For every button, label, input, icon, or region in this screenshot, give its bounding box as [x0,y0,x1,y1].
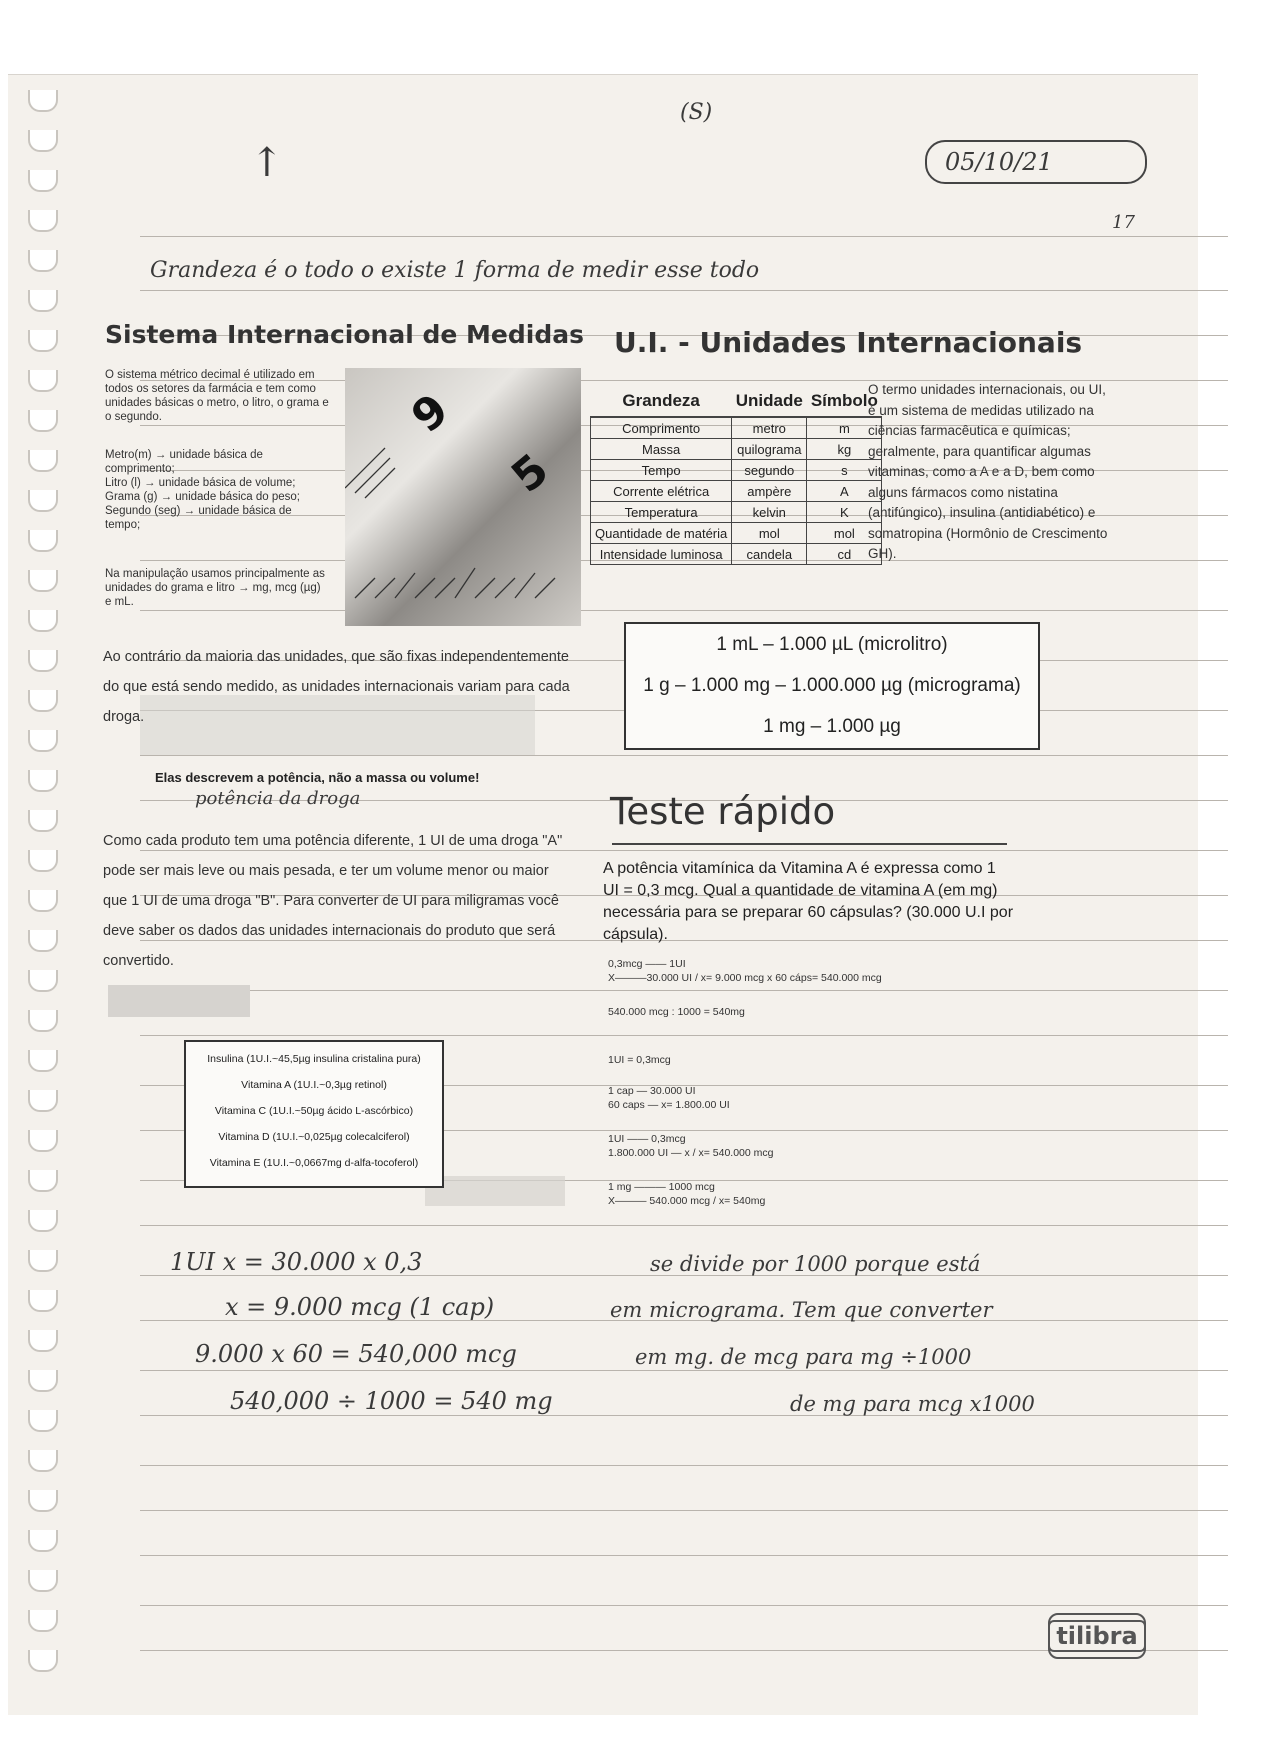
table-row [591,481,882,502]
solution-line: X——— 540.000 mcg / x= 540mg [608,1195,766,1207]
spiral-binding [28,90,58,1710]
title-note: Grandeza é o todo o existe 1 forma de medir esse todo [150,258,760,283]
vitamin-line: Vitamina E (1U.I.~0,0667mg d-alfa-tocoferol) [209,1157,419,1169]
ruler-photo [345,368,581,626]
explain-line: em micrograma. Tem que converter [610,1298,993,1322]
ring [28,330,58,352]
solution-line: 1UI —— 0,3mcg [608,1133,686,1145]
ruled-line [140,1605,1228,1606]
cell: s [807,460,882,481]
left-heading: Sistema Internacional de Medidas [105,320,584,349]
cell: A [807,481,882,502]
ring [28,1250,58,1272]
explain-line: de mg para mcg x1000 [790,1392,1035,1416]
ring [28,1450,58,1472]
ring [28,1290,58,1312]
brand-name: tilibra [1048,1620,1145,1652]
paragraph-variation: Ao contrário da maioria das unidades, que são fixas independentemente do que está sendo medido, as unidades internacionais variam para cada droga. [103,649,570,725]
conversion-line: 1 g – 1.000 mg – 1.000.000 µg (micrograma) [643,675,1021,696]
table-row [591,439,882,460]
ruled-line [140,990,1228,991]
vitamin-line: Insulina (1U.I.~45,5µg insulina cristalina pura) [207,1053,421,1065]
cell: kg [807,439,882,460]
ring [28,530,58,552]
solution-line: 0,3mcg —— 1UI [608,958,686,970]
ring [28,1010,58,1032]
date: 05/10/21 [945,148,1053,176]
cell: K [807,502,882,523]
ring [28,570,58,592]
def-metro: Metro(m) → unidade básica de comprimento; [105,449,263,475]
ring [28,890,58,912]
cell: Intensidade luminosa [591,544,732,565]
conversion-box [624,622,1040,750]
ruled-line [140,236,1228,237]
paragraph-potency: Como cada produto tem uma potência diferente, 1 UI de uma droga "A" pode ser mais leve ou mais pesada, e ter um volume menor ou maior que 1 UI de uma droga "B". Para converter de UI para miligramas você deve saber os dados das unidades internacionais do produto que será convertido. [103,833,563,969]
cell: metro [732,417,807,439]
solution-line: 60 caps — x= 1.800.00 UI [608,1099,730,1111]
calc-line: 1UI x = 30.000 x 0,3 [170,1248,423,1276]
potency-note: potência da droga [195,788,361,809]
ring [28,1090,58,1112]
ruled-line [140,1035,1228,1036]
ring [28,90,58,112]
solution-line: 540.000 mcg : 1000 = 540mg [608,1006,745,1018]
ruler-number-5: 5 [502,444,559,503]
solution-line: 1.800.000 UI — x / x= 540.000 mcg [608,1147,774,1159]
ruled-line [140,1415,1228,1416]
cell: Comprimento [591,417,732,439]
solution-line: 1UI = 0,3mcg [608,1054,671,1066]
ring [28,1610,58,1632]
ruled-line [140,610,1228,611]
ring [28,730,58,752]
cell: ampère [732,481,807,502]
solution-line: 1 cap — 30.000 UI [608,1085,696,1097]
ring [28,850,58,872]
cell: Quantidade de matéria [591,523,732,544]
ruler-ticks [345,368,581,626]
ring [28,1370,58,1392]
cell: Corrente elétrica [591,481,732,502]
ring [28,210,58,232]
def-segundo: Segundo (seg) → unidade básica de tempo; [105,505,292,531]
practice-text: Na manipulação usamos principalmente as unidades do grama e litro → mg, mcg (µg) e mL. [105,568,325,608]
ruled-line [140,755,1228,756]
unit-definitions [105,448,315,532]
ruled-line [140,1555,1228,1556]
ruled-line [140,1510,1228,1511]
table-row [591,460,882,481]
cell: candela [732,544,807,565]
table-row [591,544,882,565]
brand-logo [1048,1613,1146,1659]
ruled-line [140,1225,1228,1226]
cell: m [807,417,882,439]
ring [28,1490,58,1512]
solution-line: X———30.000 UI / x= 9.000 mcg x 60 cáps= 540.000 mcg [608,972,882,984]
explain-line: se divide por 1000 porque está [650,1252,981,1276]
ring [28,970,58,992]
gray-scan-block [425,1176,565,1206]
ruled-line [140,1370,1228,1371]
calc-line: 540,000 ÷ 1000 = 540 mg [230,1387,553,1415]
col-header: Unidade [732,386,807,417]
quiz-title: Teste rápido [610,790,836,833]
cell: Tempo [591,460,732,481]
table-row [591,523,882,544]
def-litro: Litro (l) → unidade básica de volume; [105,477,296,489]
ring [28,1170,58,1192]
ruler-number-9: 9 [402,384,459,443]
ring [28,610,58,632]
vitamin-line: Vitamina C (1U.I.~50µg ácido L-ascórbico) [214,1105,414,1117]
ring [28,1530,58,1552]
ring [28,1650,58,1672]
intro-text: O sistema métrico decimal é utilizado em todos os setores da farmácia e tem como unidades básicas o metro, o litro, o grama e o segundo. [105,369,329,423]
ring [28,1570,58,1592]
vitamin-line: Vitamina A (1U.I.~0,3µg retinol) [241,1079,387,1091]
table-row [591,417,882,439]
ruled-line [140,1465,1228,1466]
ring [28,770,58,792]
conversion-line: 1 mg – 1.000 µg [763,716,901,737]
cell: Temperatura [591,502,732,523]
cell: Massa [591,439,732,460]
highlight-text: Elas descrevem a potência, não a massa ou volume! [155,770,480,785]
ring [28,1130,58,1152]
cell: kelvin [732,502,807,523]
col-header: Grandeza [591,386,732,417]
cell: mol [807,523,882,544]
page-number: 17 [1112,212,1135,233]
ring [28,650,58,672]
page-circle-mark: (S) [680,100,713,125]
right-heading: U.I. - Unidades Internacionais [614,326,1083,359]
vitamin-line: Vitamina D (1U.I.~0,025µg colecalciferol) [218,1131,410,1143]
ring [28,690,58,712]
ring [28,810,58,832]
ring [28,370,58,392]
ring [28,1330,58,1352]
ring [28,170,58,192]
quiz-question: A potência vitamínica da Vitamina A é expressa como 1 UI = 0,3 mcg. Qual a quantidade de vitamina A (em mg) necessária para se preparar 60 cápsulas? (30.000 U.I por cápsula). [603,860,1014,943]
gray-scan-block [108,985,250,1017]
solution-line: 1 mg ——— 1000 mcg [608,1181,715,1193]
calc-line: 9.000 x 60 = 540,000 mcg [195,1340,517,1368]
arrow-mark: ↑ [250,140,284,186]
col-header: Símbolo [807,386,882,417]
cell: segundo [732,460,807,481]
cell: mol [732,523,807,544]
ring [28,130,58,152]
cell: quilograma [732,439,807,460]
cell: cd [807,544,882,565]
explain-line: em mg. de mcg para mg ÷1000 [635,1345,972,1369]
quiz-underline [612,843,1007,845]
ruled-line [140,290,1228,291]
ring [28,250,58,272]
def-grama: Grama (g) → unidade básica do peso; [105,491,300,503]
ring [28,1050,58,1072]
ring [28,450,58,472]
units-table [590,386,882,565]
ring [28,1210,58,1232]
ring [28,410,58,432]
ring [28,490,58,512]
calc-line: x = 9.000 mcg (1 cap) [225,1293,495,1321]
conversion-line: 1 mL – 1.000 µL (microlitro) [716,634,948,655]
ring [28,290,58,312]
vitamin-box [184,1040,444,1188]
ui-description: O termo unidades internacionais, ou UI, é um sistema de medidas utilizado na ciências farmacêutica e químicas; geralmente, para quantificar algumas vitaminas, como a A e a D, bem como alguns fármacos como nistatina (antifúngico), insulina (antidiabético) e somatropina (Hormônio de Crescimento GH). [868,382,1108,561]
ring [28,1410,58,1432]
ring [28,930,58,952]
table-row [591,502,882,523]
